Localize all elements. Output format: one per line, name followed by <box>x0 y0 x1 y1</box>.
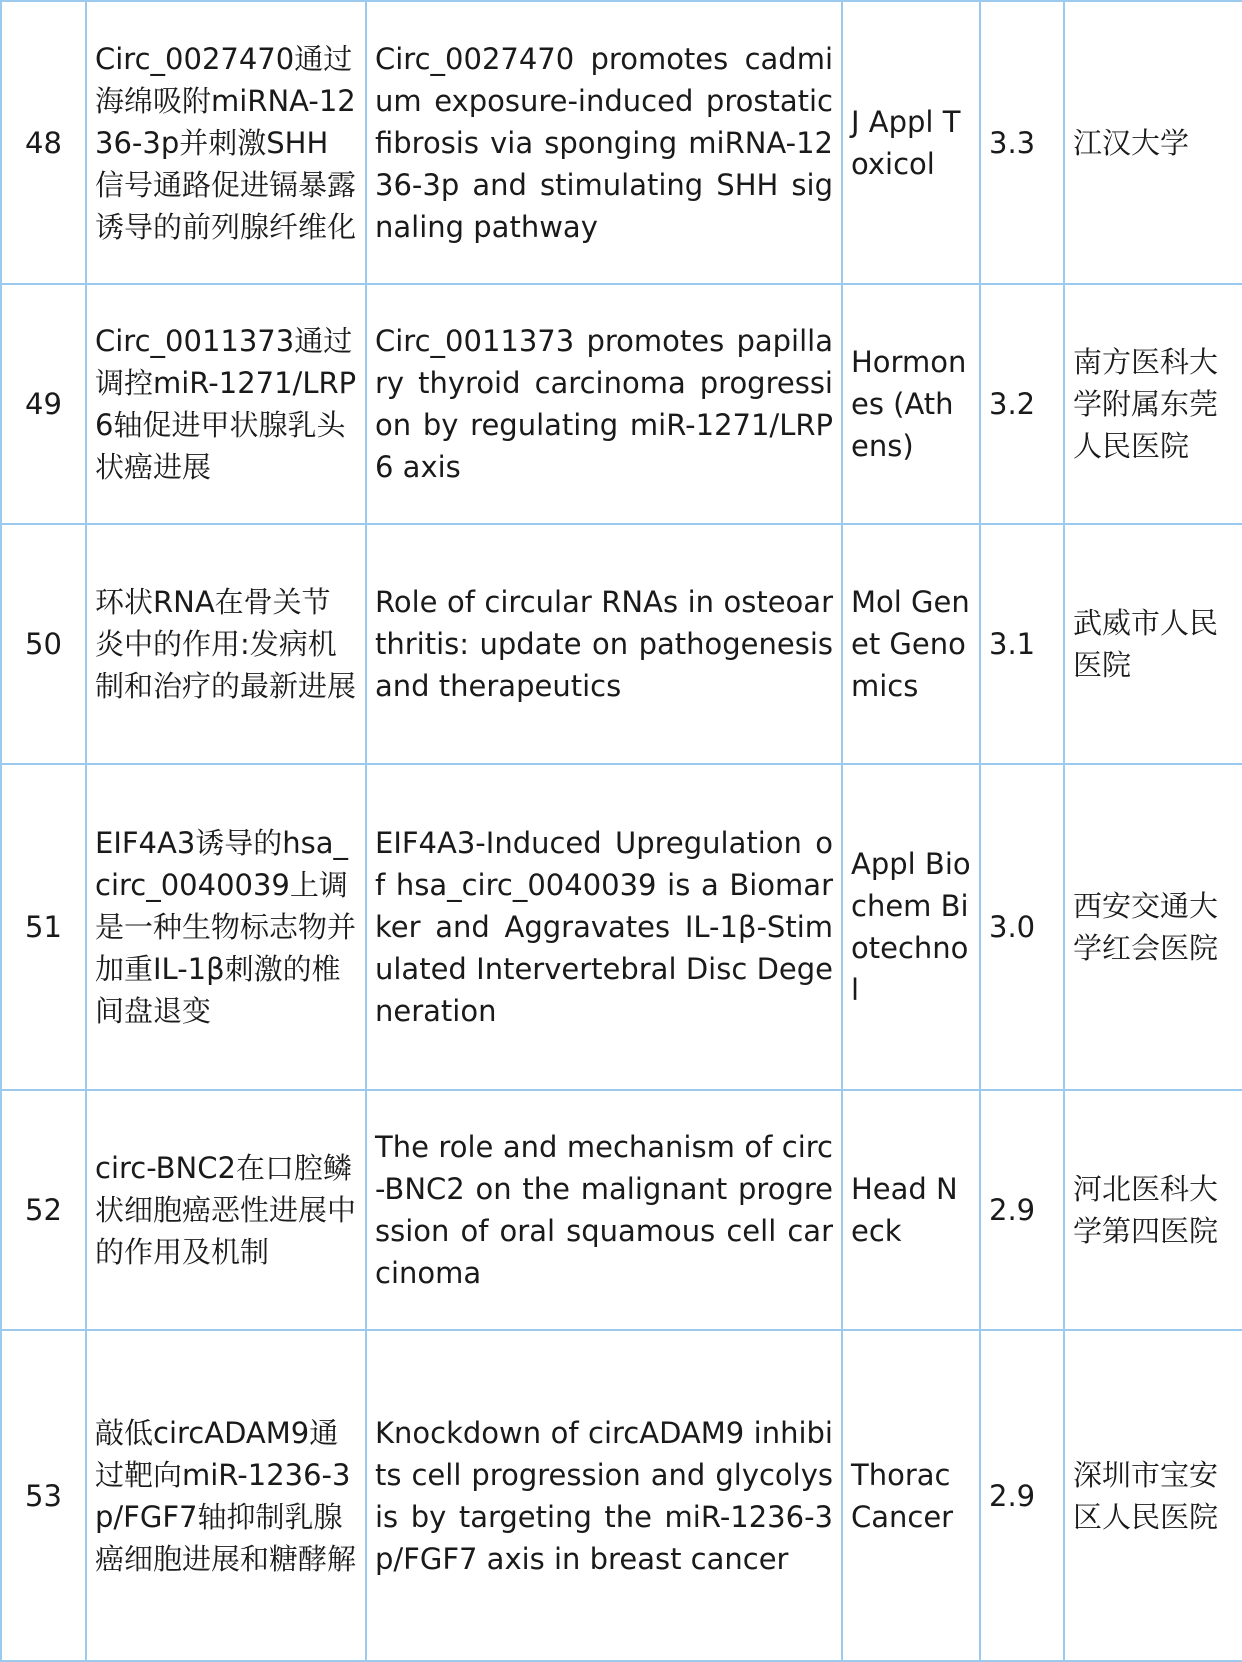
institution: 南方医科大学附属东莞人民医院 <box>1064 284 1242 524</box>
journal-name: Thorac Cancer <box>842 1330 980 1661</box>
chinese-title: 敲低circADAM9通过靶向miR-1236-3p/FGF7轴抑制乳腺癌细胞进展和糖酵解 <box>86 1330 366 1661</box>
impact-factor: 2.9 <box>980 1330 1064 1661</box>
impact-factor: 3.0 <box>980 764 1064 1090</box>
english-title: Circ_0027470 promotes cadmium exposure-induced prostatic fibrosis via sponging miRNA-1236-3p and stimulating SHH signaling pathway <box>366 1 842 284</box>
chinese-title: EIF4A3诱导的hsa_circ_0040039上调是一种生物标志物并加重IL-1β刺激的椎间盘退变 <box>86 764 366 1090</box>
chinese-title: circ-BNC2在口腔鳞状细胞癌恶性进展中的作用及机制 <box>86 1090 366 1330</box>
table-row <box>1 1 1242 284</box>
english-title: EIF4A3-Induced Upregulation of hsa_circ_0040039 is a Biomarker and Aggravates IL-1β-Stimulated Intervertebral Disc Degeneration <box>366 764 842 1090</box>
institution: 江汉大学 <box>1064 1 1242 284</box>
table-row <box>1 1090 1242 1330</box>
impact-factor: 3.2 <box>980 284 1064 524</box>
impact-factor: 3.3 <box>980 1 1064 284</box>
english-title: The role and mechanism of circ-BNC2 on the malignant progression of oral squamous cell carcinoma <box>366 1090 842 1330</box>
institution: 深圳市宝安区人民医院 <box>1064 1330 1242 1661</box>
impact-factor: 2.9 <box>980 1090 1064 1330</box>
journal-name: J Appl Toxicol <box>842 1 980 284</box>
institution: 西安交通大学红会医院 <box>1064 764 1242 1090</box>
journal-name: Mol Genet Genomics <box>842 524 980 764</box>
row-number: 52 <box>1 1090 86 1330</box>
row-number: 49 <box>1 284 86 524</box>
impact-factor: 3.1 <box>980 524 1064 764</box>
english-title: Circ_0011373 promotes papillary thyroid carcinoma progression by regulating miR-1271/LRP6 axis <box>366 284 842 524</box>
table-row <box>1 524 1242 764</box>
journal-name: Hormones (Athens) <box>842 284 980 524</box>
journal-name: Head Neck <box>842 1090 980 1330</box>
table-row <box>1 1330 1242 1661</box>
table-row <box>1 764 1242 1090</box>
row-number: 53 <box>1 1330 86 1661</box>
chinese-title: 环状RNA在骨关节炎中的作用:发病机制和治疗的最新进展 <box>86 524 366 764</box>
row-number: 51 <box>1 764 86 1090</box>
journal-name: Appl Biochem Biotechnol <box>842 764 980 1090</box>
chinese-title: Circ_0027470通过海绵吸附miRNA-1236-3p并刺激SHH信号通路促进镉暴露诱导的前列腺纤维化 <box>86 1 366 284</box>
english-title: Role of circular RNAs in osteoarthritis: update on pathogenesis and therapeutics <box>366 524 842 764</box>
row-number: 48 <box>1 1 86 284</box>
institution: 武威市人民医院 <box>1064 524 1242 764</box>
institution: 河北医科大学第四医院 <box>1064 1090 1242 1330</box>
chinese-title: Circ_0011373通过调控miR-1271/LRP6轴促进甲状腺乳头状癌进展 <box>86 284 366 524</box>
table-row <box>1 284 1242 524</box>
english-title: Knockdown of circADAM9 inhibits cell progression and glycolysis by targeting the miR-1236-3p/FGF7 axis in breast cancer <box>366 1330 842 1661</box>
row-number: 50 <box>1 524 86 764</box>
